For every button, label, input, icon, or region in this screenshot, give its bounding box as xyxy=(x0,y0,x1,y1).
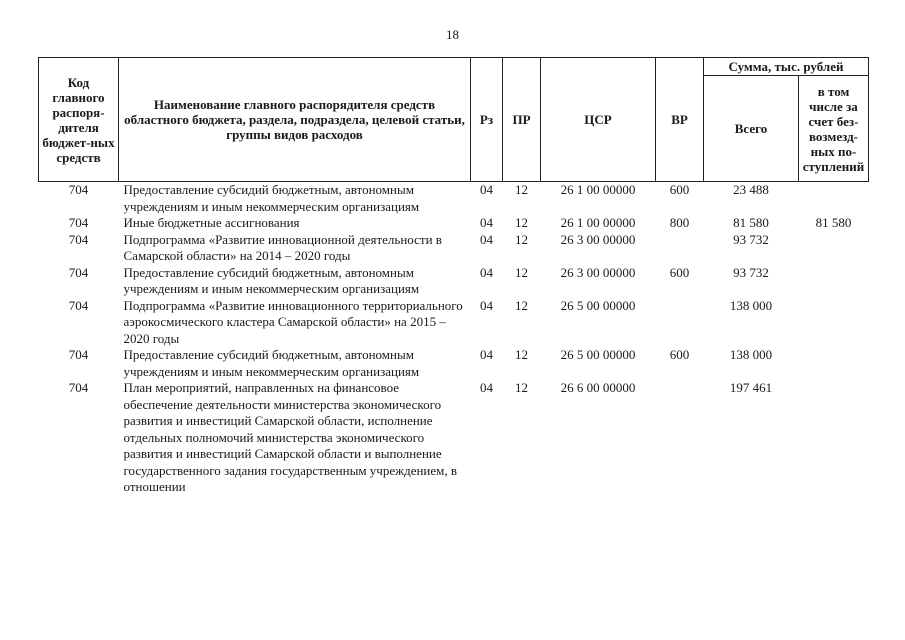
header-rz: Рз xyxy=(471,58,503,182)
row-name: Предоставление субсидий бюджетным, автономным учреждениям и иным некоммерческим организациям xyxy=(123,264,420,296)
row-gratuitous xyxy=(799,182,869,216)
row-code: 704 xyxy=(68,380,89,395)
row-vr: 800 xyxy=(669,215,690,230)
row-code: 704 xyxy=(68,347,89,362)
row-pr: 12 xyxy=(515,231,528,247)
row-name: Предоставление субсидий бюджетным, автономным учреждениям и иным некоммерческим организациям xyxy=(123,182,420,214)
row-vr: 600 xyxy=(669,182,690,197)
row-pr: 12 xyxy=(515,380,528,395)
row-gratuitous xyxy=(799,380,869,496)
row-code: 704 xyxy=(68,297,89,313)
row-pr: 12 xyxy=(515,264,528,280)
row-pr: 12 xyxy=(515,347,528,362)
row-name: Подпрограмма «Развитие инновационной деятельности в Самарской области» на 2014 – 2020 годы xyxy=(123,231,442,263)
row-gratuitous xyxy=(799,232,869,265)
row-gratuitous xyxy=(799,347,869,380)
table-row xyxy=(39,215,869,232)
row-vr xyxy=(656,380,704,496)
header-vr: ВР xyxy=(656,58,704,182)
row-pr: 12 xyxy=(515,182,528,197)
row-csr: 26 5 00 00000 xyxy=(560,347,636,362)
header-csr: ЦСР xyxy=(541,58,656,182)
header-sum-group: Сумма, тыс. рублей xyxy=(704,58,869,76)
row-rz: 04 xyxy=(480,297,493,313)
row-total: 81 580 xyxy=(733,215,769,230)
header-total: Всего xyxy=(704,76,799,182)
row-rz: 04 xyxy=(480,347,493,362)
row-rz: 04 xyxy=(480,182,493,197)
row-pr: 12 xyxy=(515,215,528,230)
row-rz: 04 xyxy=(480,264,493,280)
row-name: Предоставление субсидий бюджетным, автономным учреждениям и иным некоммерческим организациям xyxy=(123,347,420,379)
header-pr: ПР xyxy=(503,58,541,182)
table-row xyxy=(39,265,869,298)
row-code: 704 xyxy=(68,264,89,280)
table-body xyxy=(39,182,869,496)
row-code: 704 xyxy=(68,231,89,247)
row-code: 704 xyxy=(68,182,89,197)
header-code: Код главного распоря-дителя бюджет-ных средств xyxy=(39,58,119,182)
row-total: 197 461 xyxy=(729,380,773,395)
row-csr: 26 1 00 00000 xyxy=(560,182,636,197)
row-csr: 26 5 00 00000 xyxy=(560,297,636,313)
row-total: 93 732 xyxy=(733,264,769,280)
row-name: Подпрограмма «Развитие инновационного территориального аэрокосмического кластера Самарской области» на 2015 – 2020 годы xyxy=(123,297,463,346)
row-vr xyxy=(656,232,704,265)
row-csr: 26 3 00 00000 xyxy=(560,231,636,247)
row-pr: 12 xyxy=(515,297,528,313)
table-row xyxy=(39,298,869,348)
budget-table xyxy=(38,57,869,496)
row-total: 93 732 xyxy=(733,231,769,247)
row-name: План мероприятий, направленных на финансовое обеспечение деятельности министерства экономического развития и инвестиций Самарской области, исполнение отдельных полномочий министерства экономического развития и инвестиций Самарской области и выполнение государственного задания государственным учреждением, в отношении xyxy=(123,380,458,494)
row-csr: 26 1 00 00000 xyxy=(560,215,636,230)
table-row xyxy=(39,182,869,216)
table-row xyxy=(39,380,869,496)
row-total: 23 488 xyxy=(733,182,769,197)
row-vr: 600 xyxy=(669,347,690,362)
row-csr: 26 6 00 00000 xyxy=(560,380,636,395)
table-row xyxy=(39,232,869,265)
row-vr xyxy=(656,298,704,348)
row-total: 138 000 xyxy=(729,297,773,313)
page-number: 18 xyxy=(446,27,459,42)
row-gratuitous xyxy=(799,265,869,298)
table-row xyxy=(39,347,869,380)
row-rz: 04 xyxy=(480,231,493,247)
row-name: Иные бюджетные ассигнования xyxy=(123,215,300,230)
header-including: в том числе за счет без-возмезд-ных по-ступлений xyxy=(799,76,869,182)
header-name: Наименование главного распорядителя средств областного бюджета, раздела, подраздела, целевой статьи, группы видов расходов xyxy=(119,58,471,182)
table-header xyxy=(39,58,869,182)
row-code: 704 xyxy=(68,215,89,230)
row-rz: 04 xyxy=(480,215,493,230)
row-csr: 26 3 00 00000 xyxy=(560,264,636,280)
row-vr: 600 xyxy=(669,264,690,280)
row-total: 138 000 xyxy=(729,347,773,362)
row-rz: 04 xyxy=(480,380,493,395)
row-gratuitous xyxy=(799,298,869,348)
row-gratuitous: 81 580 xyxy=(815,215,852,230)
